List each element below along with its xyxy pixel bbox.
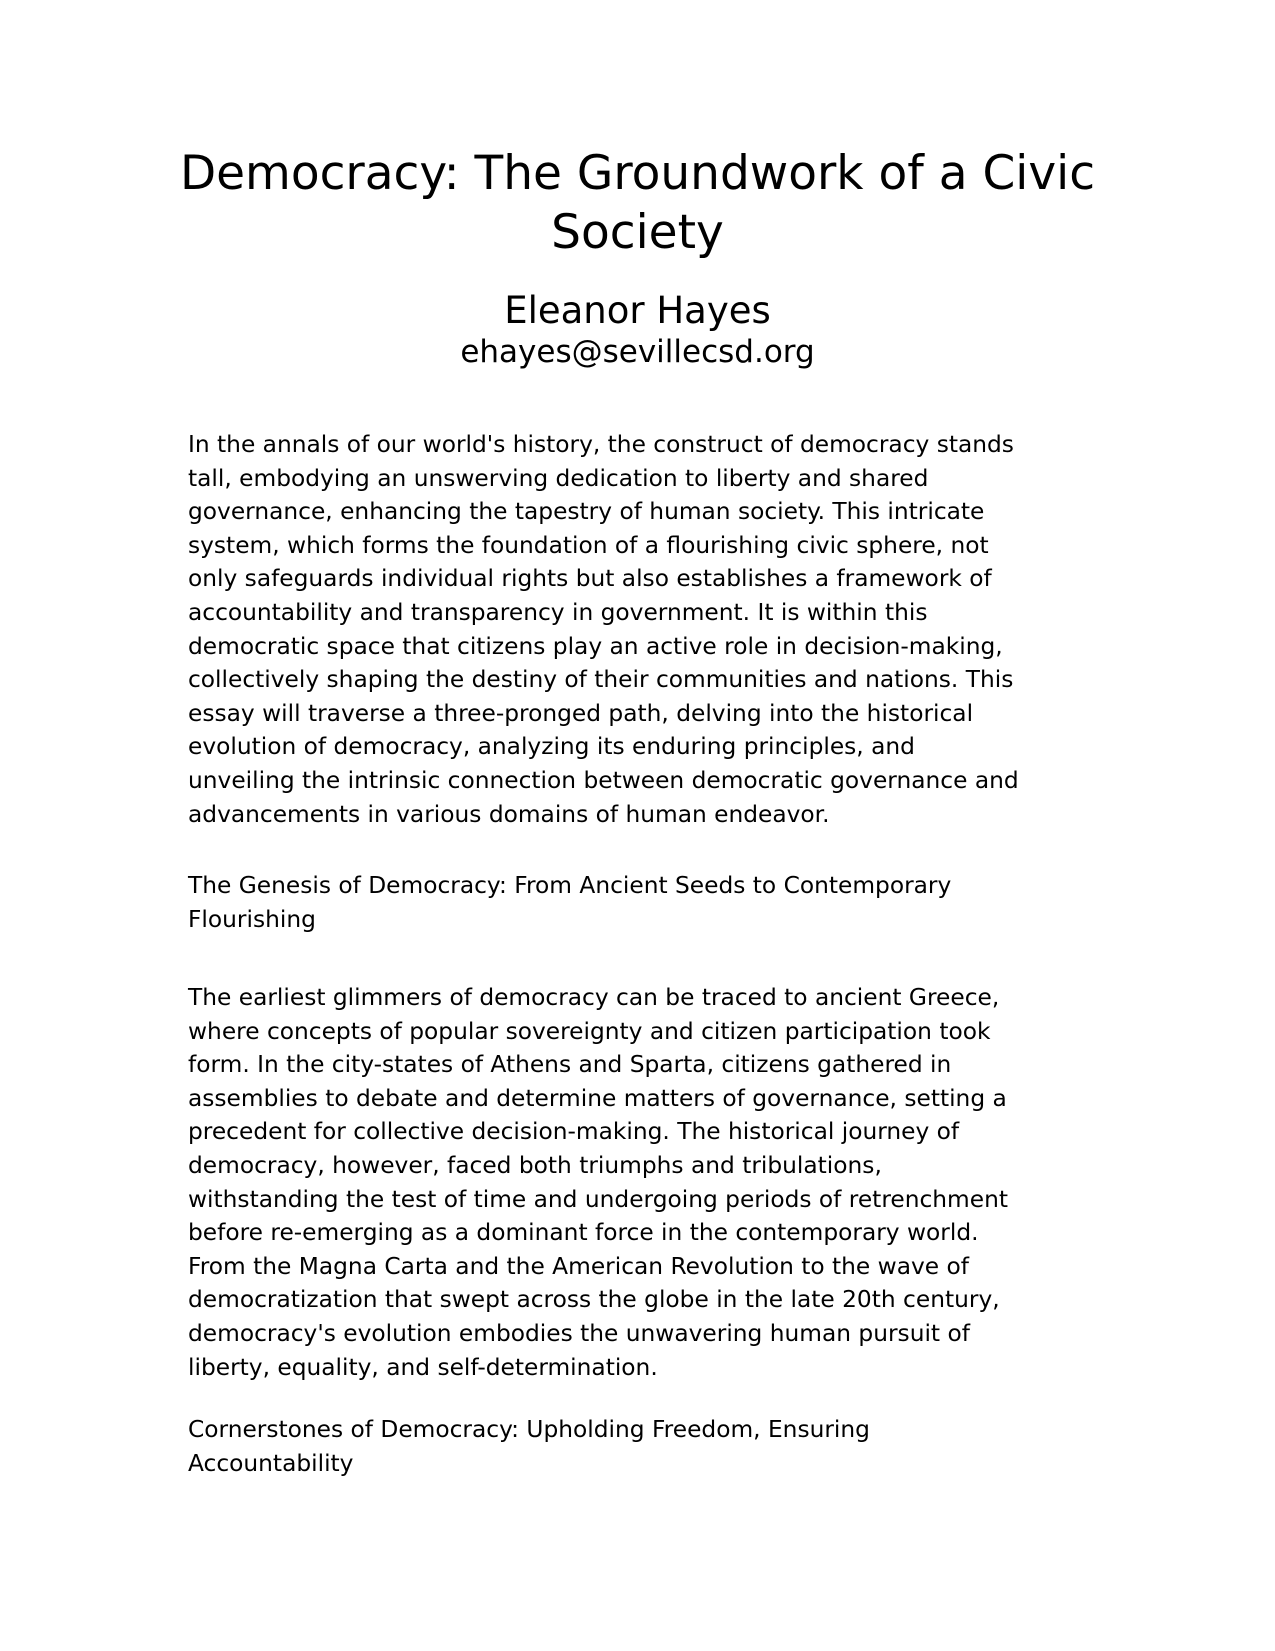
section-heading-genesis: [188, 869, 1088, 936]
text-line: evolution of democracy, analyzing its enduring principles, and: [188, 733, 915, 761]
text-line: accountability and transparency in government. It is within this: [188, 598, 928, 626]
text-line: In the annals of our world's history, the construct of democracy stands: [188, 431, 1014, 458]
text-line: governance, enhancing the tapestry of human society. This intricate: [188, 498, 985, 526]
text-line: democracy's evolution embodies the unwavering human pursuit of: [188, 1319, 970, 1347]
text-line: democratization that swept across the globe in the late 20th century,: [188, 1286, 1000, 1314]
text-line: precedent for collective decision-making. The historical journey of: [188, 1118, 960, 1146]
text-line: before re-emerging as a dominant force in the contemporary world.: [188, 1219, 979, 1247]
text-line: tall, embodying an unswerving dedication to liberty and shared: [188, 464, 929, 492]
text-line: collectively shaping the destiny of their communities and nations. This: [188, 666, 1014, 694]
section-paragraph-genesis: [188, 981, 1088, 1384]
text-line: only safeguards individual rights but also establishes a framework of: [188, 565, 992, 593]
text-line: advancements in various domains of human endeavor.: [188, 800, 830, 828]
text-line: form. In the city-states of Athens and Sparta, citizens gathered in: [188, 1051, 952, 1079]
text-line: withstanding the test of time and undergoing periods of retrenchment: [188, 1185, 1008, 1213]
text-line: assemblies to debate and determine matters of governance, setting a: [188, 1084, 1007, 1112]
author-email: ehayes@sevillecsd.org: [460, 334, 815, 370]
text-line: democracy, however, faced both triumphs and tribulations,: [188, 1151, 882, 1179]
heading-line: Cornerstones of Democracy: Upholding Freedom, Ensuring: [188, 1416, 870, 1443]
text-line: From the Magna Carta and the American Revolution to the wave of: [188, 1252, 969, 1280]
text-line: system, which forms the foundation of a flourishing civic sphere, not: [188, 531, 989, 559]
text-line: essay will traverse a three-pronged path, delving into the historical: [188, 699, 974, 727]
text-line: democratic space that citizens play an active role in decision-making,: [188, 632, 1003, 660]
heading-line: The Genesis of Democracy: From Ancient Seeds to Contemporary: [188, 872, 952, 899]
text-line: The earliest glimmers of democracy can be traced to ancient Greece,: [188, 984, 1000, 1011]
text-line: unveiling the intrinsic connection between democratic governance and: [188, 766, 1019, 794]
intro-paragraph: [188, 428, 1088, 831]
document-title: [160, 144, 1115, 262]
section-heading-cornerstones: [188, 1413, 1088, 1480]
text-line: where concepts of popular sovereignty and citizen participation took: [188, 1017, 991, 1045]
title-line: Democracy: The Groundwork of a Civic: [179, 146, 1096, 201]
title-line: Society: [551, 205, 724, 260]
author-name: Eleanor Hayes: [504, 289, 771, 332]
text-line: liberty, equality, and self-determination.: [188, 1353, 658, 1381]
heading-line: Accountability: [188, 1449, 354, 1477]
heading-line: Flourishing: [188, 905, 316, 933]
